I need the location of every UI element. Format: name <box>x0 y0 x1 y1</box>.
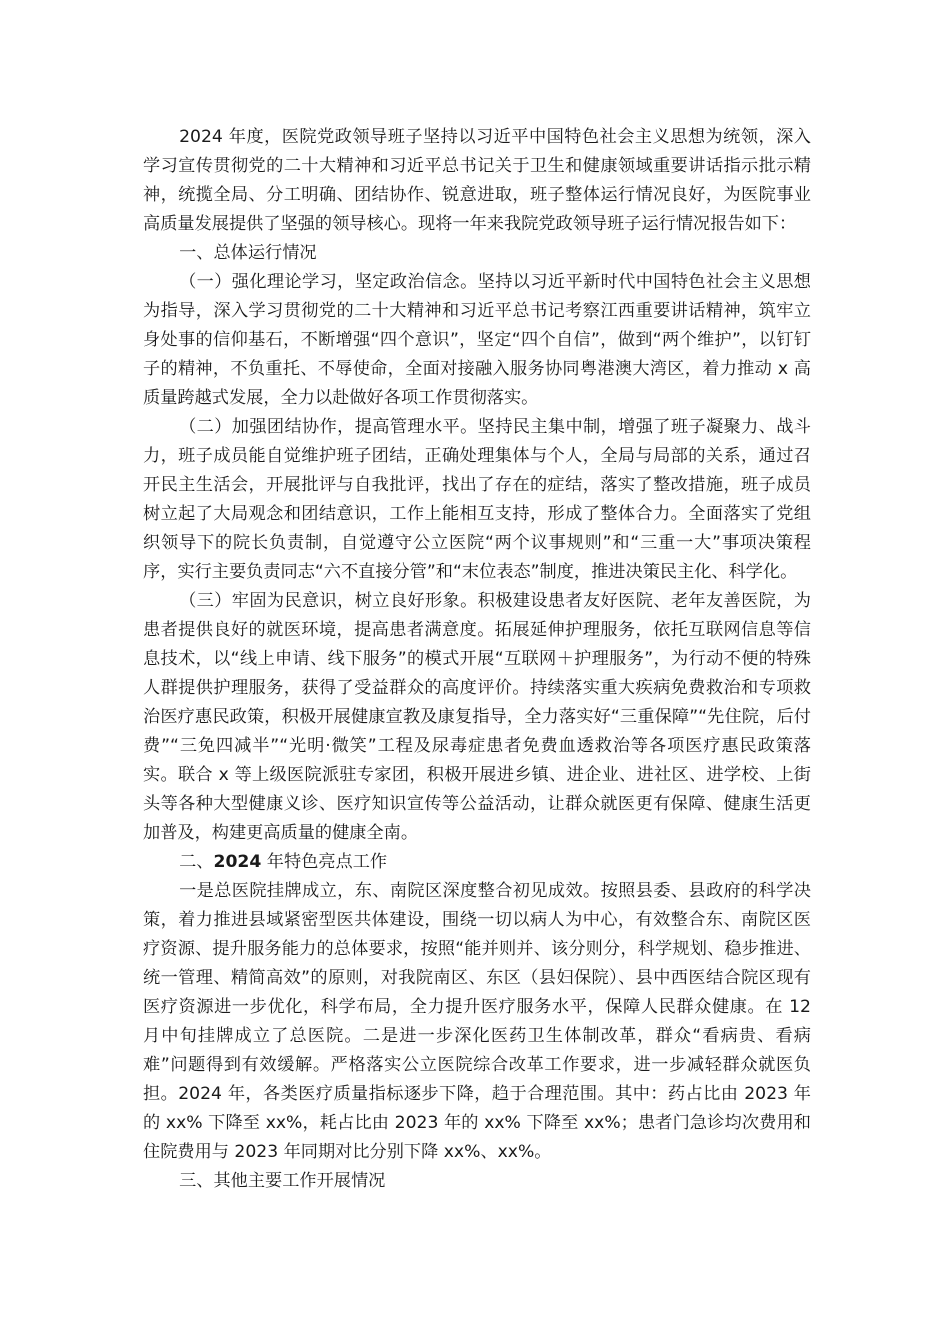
section-2-heading-suffix: 年特色亮点工作 <box>261 852 388 872</box>
section-1-paragraph-2: （二）加强团结协作，提高管理水平。坚持民主集中制，增强了班子凝聚力、战斗力，班子成员能自觉维护班子团结，正确处理集体与个人，全局与局部的关系，通过召开民主生活会，开展批评与自我批评，找出了存在的症结，落实了整改措施，班子成员树立起了大局观念和团结意识，工作上能相互支持，形成了整体合力。全面落实了党组织领导下的院长负责制，自觉遵守公立医院“两个议事规则”和“三重一大”事项决策程序，实行主要负责同志“六不直接分管”和“末位表态”制度，推进决策民主化、科学化。 <box>143 417 811 582</box>
section-1-paragraph-3: （三）牢固为民意识，树立良好形象。积极建设患者友好医院、老年友善医院，为患者提供良好的就医环境，提高患者满意度。拓展延伸护理服务，依托互联网信息等信息技术，以“线上申请、线下服务”的模式开展“互联网＋护理服务”，为行动不便的特殊人群提供护理服务，获得了受益群众的高度评价。持续落实重大疾病免费救治和专项救治医疗惠民政策，积极开展健康宣教及康复指导，全力落实好“三重保障”“先住院，后付费”“三免四减半”“光明·微笑”工程及尿毒症患者免费血透救治等各项医疗惠民政策落实。联合 x 等上级医院派驻专家团，积极开展进乡镇、进企业、进社区、进学校、上街头等各种大型健康义诊、医疗知识宣传等公益活动，让群众就医更有保障、健康生活更加普及，构建更高质量的健康全南。 <box>143 591 811 843</box>
section-3-heading: 三、其他主要工作开展情况 <box>179 1171 386 1191</box>
intro-paragraph: 2024 年度，医院党政领导班子坚持以习近平中国特色社会主义思想为统领，深入学习宣传贯彻党的二十大精神和习近平总书记关于卫生和健康领域重要讲话指示批示精神，统揽全局、分工明确、团结协作、锐意进取，班子整体运行情况良好，为医院事业高质量发展提供了坚强的领导核心。现将一年来我院党政领导班子运行情况报告如下： <box>143 127 811 234</box>
section-2-heading-year: 2024 <box>213 852 262 872</box>
section-2-paragraph: 一是总医院挂牌成立，东、南院区深度整合初见成效。按照县委、县政府的科学决策，着力推进县域紧密型医共体建设，围绕一切以病人为中心，有效整合东、南院区医疗资源、提升服务能力的总体要求，按照“能并则并、该分则分，科学规划、稳步推进、统一管理、精简高效”的原则，对我院南区、东区（县妇保院）、县中西医结合院区现有医疗资源进一步优化，科学布局，全力提升医疗服务水平，保障人民群众健康。在 12 月中旬挂牌成立了总医院。二是进一步深化医药卫生体制改革，群众“看病贵、看病难”问题得到有效缓解。严格落实公立医院综合改革工作要求，进一步减轻群众就医负担。2024 年，各类医疗质量指标逐步下降，趋于合理范围。其中：药占比由 2023 年的 xx% 下降至 xx%，耗占比由 2023 年的 xx% 下降至 xx%；患者门急诊均次费用和住院费用与 2023 年同期对比分别下降 xx%、xx%。 <box>143 881 811 1162</box>
section-2-heading-prefix: 二、 <box>179 852 214 872</box>
section-2-heading <box>143 848 811 877</box>
section-1-heading: 一、总体运行情况 <box>179 243 317 263</box>
document-body <box>143 123 811 1196</box>
section-1-paragraph-1: （一）强化理论学习，坚定政治信念。坚持以习近平新时代中国特色社会主义思想为指导，深入学习贯彻党的二十大精神和习近平总书记考察江西重要讲话精神，筑牢立身处事的信仰基石，不断增强“四个意识”，坚定“四个自信”，做到“两个维护”，以钉钉子的精神，不负重托、不辱使命，全面对接融入服务协同粤港澳大湾区，着力推动 x 高质量跨越式发展，全力以赴做好各项工作贯彻落实。 <box>143 272 811 408</box>
